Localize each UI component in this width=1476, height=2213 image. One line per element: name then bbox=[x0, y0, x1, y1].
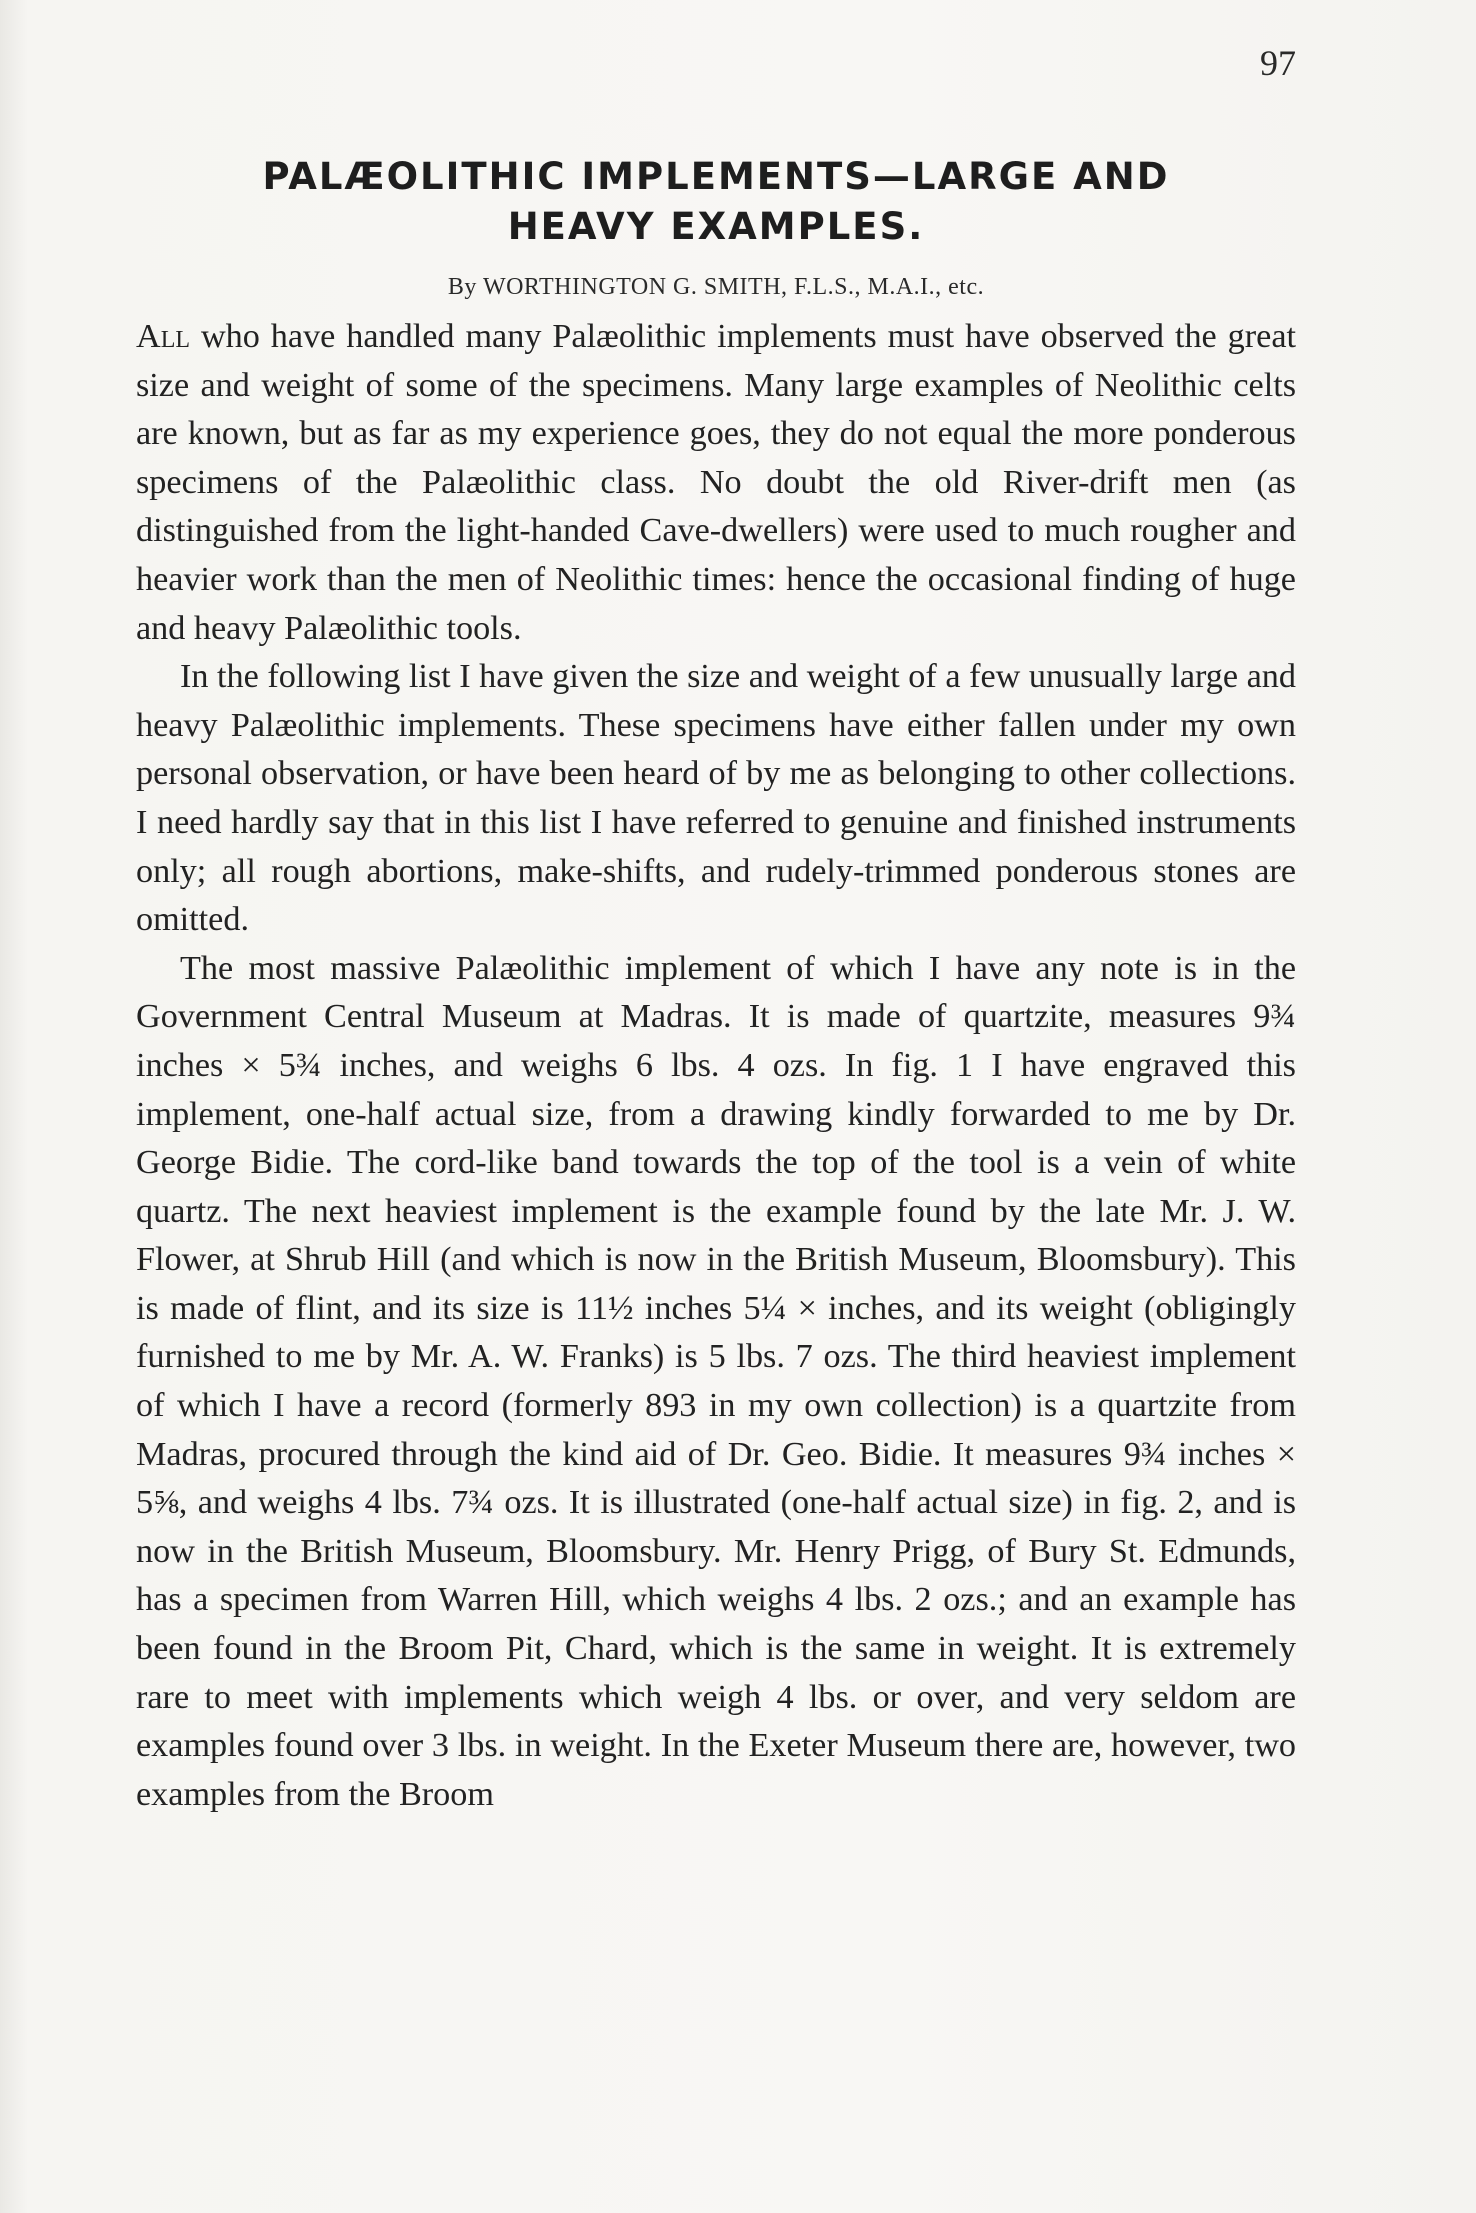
title-line-1: PALÆOLITHIC IMPLEMENTS—LARGE AND bbox=[262, 155, 1170, 198]
paragraph-1-text: who have handled many Palæolithic implements must have observed the great size and weight of some of the specimens. Many large examples of Neolithic celts are known, but as far as my experience goes, they do not equal the more ponderous specimens of the Palæolithic class. No doubt the old River-drift men (as distinguished from the light-handed Cave-dwellers) were used to much rougher and heavier work than the men of Neolithic times: hence the occasional finding of huge and heavy Palæolithic tools. bbox=[136, 318, 1296, 647]
article-title bbox=[136, 152, 1296, 252]
title-line-2: HEAVY EXAMPLES. bbox=[507, 205, 925, 248]
paragraph-1 bbox=[136, 313, 1296, 653]
article-body bbox=[136, 313, 1296, 1819]
paragraph-2 bbox=[136, 653, 1296, 945]
paragraph-2-text: In the following list I have given the size and weight of a few unusually large and heavy Palæolithic implements. These specimens have either fallen under my own personal observation, or have been heard of by me as belonging to other collections. I need hardly say that in this list I have referred to genuine and finished instruments only; all rough abortions, make-shifts, and rudely-trimmed ponderous stones are omitted. bbox=[136, 658, 1296, 939]
paragraph-3 bbox=[136, 945, 1296, 1820]
article bbox=[136, 152, 1296, 1819]
page-number: 97 bbox=[1260, 43, 1296, 83]
paragraph-1-lead: All bbox=[136, 318, 191, 355]
byline: By WORTHINGTON G. SMITH, F.L.S., M.A.I., etc. bbox=[447, 274, 985, 300]
paragraph-3-text: The most massive Palæolithic implement of which I have any note is in the Government Central Museum at Madras. It is made of quartzite, measures 9¾ inches × 5¾ inches, and weighs 6 lbs. 4 ozs. In fig. 1 I have engraved this implement, one-half actual size, from a drawing kindly forwarded to me by Dr. George Bidie. The cord-like band towards the top of the tool is a vein of white quartz. The next heaviest implement is the example found by the late Mr. J. W. Flower, at Shrub Hill (and which is now in the British Museum, Bloomsbury). This is made of flint, and its size is 11½ inches 5¼ × inches, and its weight (obligingly furnished to me by Mr. A. W. Franks) is 5 lbs. 7 ozs. The third heaviest implement of which I have a record (formerly 893 in my own collection) is a quartzite from Madras, procured through the kind aid of Dr. Geo. Bidie. It measures 9¾ inches × 5⅝, and weighs 4 lbs. 7¾ ozs. It is illustrated (one-half actual size) in fig. 2, and is now in the British Museum, Bloomsbury. Mr. Henry Prigg, of Bury St. Edmunds, has a specimen from Warren Hill, which weighs 4 lbs. 2 ozs.; and an example has been found in the Broom Pit, Chard, which is the same in weight. It is extremely rare to meet with implements which weigh 4 lbs. or over, and very seldom are examples found over 3 lbs. in weight. In the Exeter Museum there are, however, two examples from the Broom bbox=[136, 949, 1296, 1813]
